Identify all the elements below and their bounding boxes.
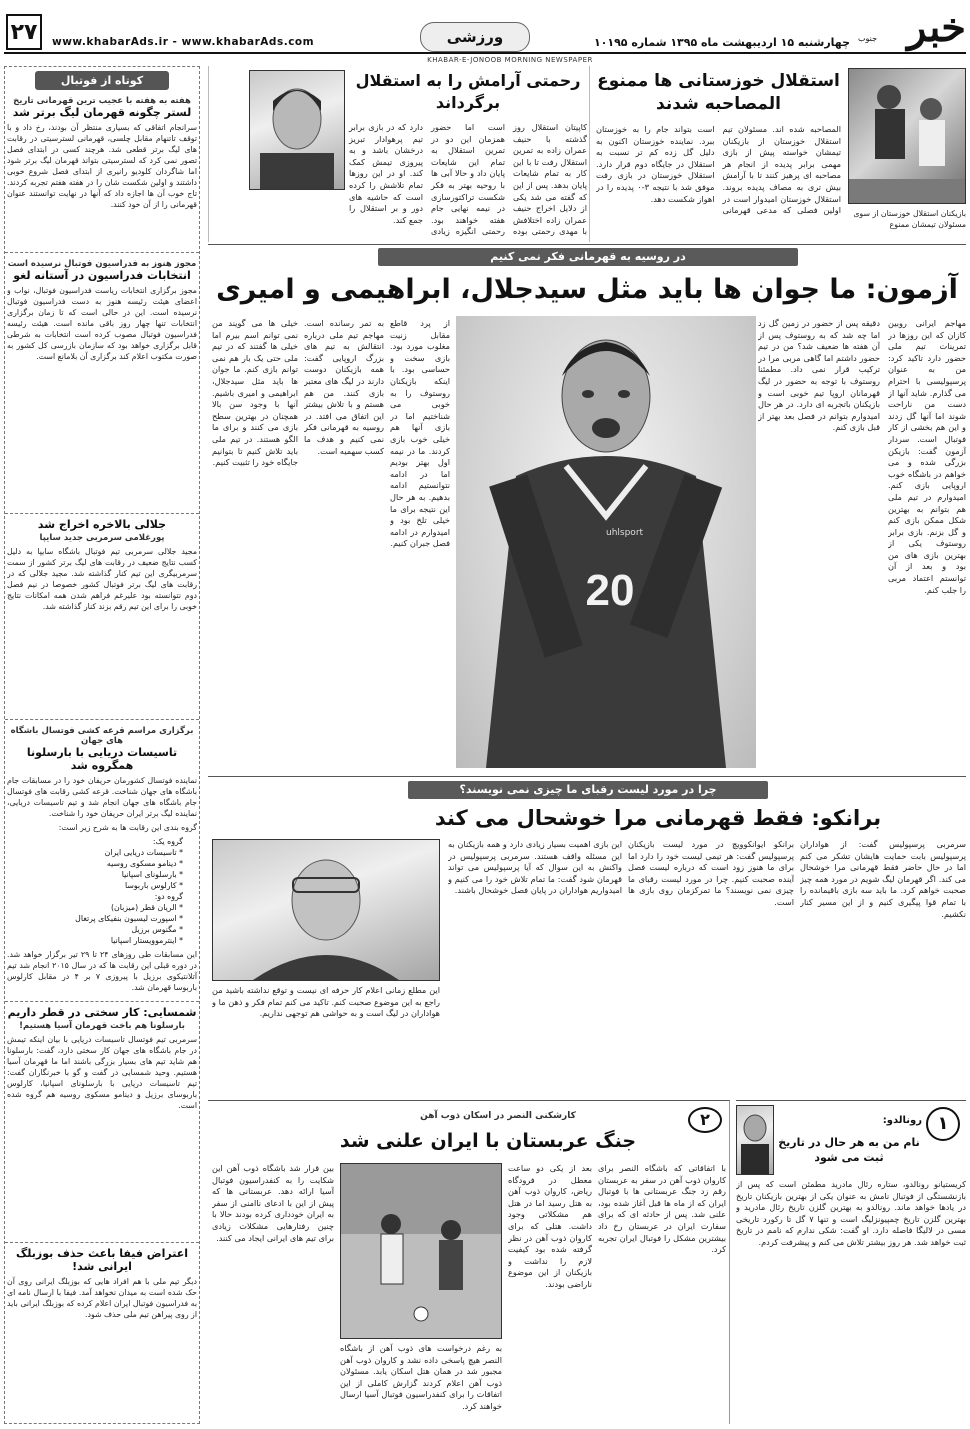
match-photo bbox=[340, 1163, 502, 1339]
ronaldo-kicker: رونالدو: bbox=[882, 1115, 922, 1126]
arab-col-2: بعد از یکی دو ساعت معطل در فرودگاه ریاض، کاروان ذوب آهن به هتل رسید اما در هتل هم مشکلاتی وجود داشت. هتلی که برای کاروان ذوب آهن در نظر گرفته شده بود کیفیت لازم را نداشت و بازیکنان از این موضوع ناراضی بودند. bbox=[508, 1163, 592, 1289]
sidebar-section-jalali bbox=[5, 514, 199, 720]
sidebar-title: انتخابات فدراسیون در آستانه لغو bbox=[13, 269, 191, 282]
sidebar-body: سرمربی تیم فوتسال تاسیسات دریایی با بیان اینکه تیمش در جام باشگاه های جهان کار سختی دارد، گفت: بارسلونا هم شاید تیم های بسیار بزرگی باشند اما ما قهرمان آسیا هستیم. وحید شمسایی در گفت و گو با خبرنگاران گفت: تیم تاسیسات دریایی با بارسلونای اسپانیا، کارلوس باربوسای برزیل و دینامو مسکوی روسیه هم گروه شده است. bbox=[7, 1035, 197, 1110]
main-col-3: از پرد قاطع مقابل زنیت مغلوب مورد بود. بازی سخت و حساسی بود. با اینکه بازیکنان روستوف را به خوبی می شناختیم اما در بازی آنها هم خیلی خوب بازی کردند. ما در نیمه اول بهتر بودیم اما در ادامه نتوانستیم ادامه بدهیم. به هر حال این نتیجه برای ما خیلی تلخ بود و امیدوارم در ادامه فصل جبران کنیم. bbox=[390, 318, 450, 549]
match-players bbox=[341, 1164, 501, 1338]
date-line: چهارشنبه ۱۵ اردیبهشت ماه ۱۳۹۵ شماره ۱۰۱۹۵ bbox=[593, 36, 850, 49]
branko-col-3: این بازی اهمیت بسیار زیادی دارد و همه بازیکنان به این مسئله واقف هستند. سرمربی پرسپولیس در واکنش به این سوال که آیا پرسپولیس می تواند قهرمان شود گفت: ما تمام تلاش خود را می کنیم و امیدواریم هواداران در پایان فصل خوشحال باشند. bbox=[448, 839, 622, 896]
top-mid-body: کاپیتان استقلال روز گذشته با حنیف عمران زاده به تمرین استقلال رفت تا با این کار به تمام شایعات پایان بدهد. پس از این که گفته می شد یکی از دلایل اخراج حنیف عمران زاده اختلافش با مهدی رحمتی بوده است اما حضور همزمان این دو در تمرین استقلال به تمام این شایعات پایان داد و حالا آبی ها با روحیه بهتر به فکر شکست تراکتورسازی در نیمه نهایی جام هفته خواهند بود. رحمتی انگیزه زیادی دارد که در بازی برابر تیم پرهوادار تبریز درخشان باشد و به پیروزی تیمش کمک کند. او در این روزها تمام تلاشش را کرده است که حاشیه های دور و بر استقلال را جمع کند. bbox=[349, 122, 587, 237]
futsal-groups bbox=[7, 836, 197, 946]
azmoun-photo bbox=[456, 316, 756, 768]
sidebar-kicker: برگزاری مراسم قرعه کشی فوتسال باشگاه های جهان bbox=[10, 726, 194, 746]
ronaldo-number bbox=[926, 1107, 960, 1141]
arab-story bbox=[208, 1100, 730, 1424]
sidebar-body: مجوز برگزاری انتخابات ریاست فدراسیون فوتبال، نواب و اعضای هیئت رئیسه هنوز به دست فدراسیون فوتبال نرسیده است. این در حالی است که تا زمان برگزاری انتخابات تنها چهار روز باقی مانده است. هیئت رئیسه فدراسیون فوتبال مصوب کرده است انتخابات به شرطی قابل برگزاری خواهد بود که سازمان بازرسی کل کشور به صورت مکتوب اعلام کند برگزاری آن بلامانع است. bbox=[7, 286, 197, 361]
ronaldo-body: کریستیانو رونالدو، ستاره رئال مادرید مطمئن است که پس از بازنشستگی از فوتبال نامش به عنوان یکی از بهترین بازیکنان تاریخ در یادها خواهد ماند. رونالدو به بهترین گلزن تاریخ رئال مادرید و بهترین گلزن تاریخ چمپیونزلیگ است و تنها ۷ گل تا رکورد تاریخی مسی در لالیگا فاصله دارد. او گفت: شکی ندارم که نامم در تاریخ ثبت خواهد شد. هر روز بیشتر تلاش می کنم و پیشرفت کردم. bbox=[736, 1179, 966, 1247]
sidebar-kicker: بارسلونا هم باخت قهرمان آسیا هستیم! bbox=[19, 1021, 185, 1031]
top-right-body: المصاحبه شده اند. مسئولان تیم استقلال خوزستان از بازیکنان تیمشان خواسته پیش از بازی مهمی برابر پدیده از انجام هر مصاحبه ای پرهیز کنند تا با آرامش بیش تری به مصاف پدیده بروند. استقلال خوزستان امیدوار است در اولین فصلی که مدعی قهرمانی است بتواند جام را به خوزستان ببرد. نماینده خوزستان اکنون به دلیل گل زده کم تر نسبت به استقلال در جایگاه دوم قرار دارد. استقلال خوزستان در بازی رفت موفق شد با نتیجه ۳-۰ پدیده را در اهواز شکست دهد. bbox=[596, 124, 841, 216]
branko-photo bbox=[212, 839, 440, 981]
arab-number-text: ۲ bbox=[700, 1110, 710, 1129]
group-item: گروه دو: bbox=[154, 892, 183, 901]
jersey-brand: uhlsport bbox=[606, 528, 644, 538]
branko-col-2: برانکو ایوانکوویچ در مورد لیست بازیکنان پرسپولیس گفت: هر تیمی لیست خود را دارد اما برای ما هنوز زود است که درباره لیست فصل آینده صحبت کنیم. چرا در مورد لیست رقبای ما چیزی نمی نویسند؟ ما تمرکزمان روی بازی ها است. bbox=[628, 839, 794, 907]
main-col-2: دقیقه پس از حضور در زمین گل زد اما چه شد که به روستوف پس از آن هفته ها ضعیف شد؟ من در تیم حضور داشتم اما گاهی مربی مرا در ترکیب قرار نمی داد. مطمئنا روستوف با توجه به حضور در لیگ قهرمانان اروپا تیم خوبی است و بازیکنان باتجربه ای دارد. در هر حال امیدوارم بتوانم در فصل بعد بهتر از قبل بازی کنم. bbox=[758, 318, 880, 433]
sidebar-section-fifa bbox=[5, 1243, 199, 1328]
branko-caption: این مطلع زمانی اعلام کار حرفه ای نیست و توقع نداشته باشید من راجع به این موضوع صحبت کنم. تاکید می کنم تمام فکر و ذهن ما و هواداران در لیگ است و به حواشی هم توجهی نداریم. bbox=[212, 985, 440, 1019]
ronaldo-story bbox=[736, 1100, 966, 1424]
group-item: * دینامو مسکوی روسیه bbox=[106, 859, 183, 868]
ronaldo-number-text: ۱ bbox=[937, 1113, 949, 1134]
main-title: آزمون: ما جوان ها باید مثل سیدجلال، ابراهیمی و امیری bbox=[216, 274, 958, 305]
azmoun-figure bbox=[456, 316, 756, 768]
sidebar-header bbox=[35, 71, 169, 90]
branko-portrait bbox=[213, 840, 439, 980]
sidebar bbox=[4, 66, 200, 1424]
arab-kicker: کارشکنی النصر در اسکان ذوب آهن bbox=[420, 1111, 576, 1121]
sidebar-section-leicester bbox=[5, 90, 199, 253]
sidebar-section-shamsaei bbox=[5, 1002, 199, 1243]
group-item: * کارلوس باربوسا bbox=[124, 881, 183, 890]
branko-banner bbox=[408, 781, 768, 799]
logo bbox=[856, 4, 966, 54]
group-item: * مگنوس برزیل bbox=[131, 925, 183, 934]
sidebar-body: دیگر تیم ملی با هم افراد هایی که بوزبلگ ایرانی روی آن حک شده است به میدان نخواهد آمد. فیفا با ارسال نامه ای به فدراسیون فوتبال ایران اعلام کرده که بوزبلگ ایرانی باید از روی پیراهن تیم ملی حذف شود. bbox=[7, 1277, 197, 1319]
top-right-title: استقلال خوزستانی ها ممنوع المصاحبه شدند bbox=[597, 71, 840, 114]
logo-text: خبر bbox=[907, 4, 966, 51]
branko-banner-text: چرا در مورد لیست رقبای ما چیزی نمی نویسند؟ bbox=[459, 783, 717, 796]
page-number-box bbox=[6, 14, 42, 50]
website[interactable]: www.khabarAds.ir - www.khabarAds.com bbox=[52, 36, 315, 48]
sidebar-section-election bbox=[5, 253, 199, 514]
masthead bbox=[0, 0, 970, 56]
sidebar-body: مجید جلالی سرمربی تیم فوتبال باشگاه سایپا به دلیل کسب نتایج ضعیف در رقابت های لیگ برتر کشور از سمت سرمربیگری این تیم کنار گذاشته شد. مجید جلالی که در رقابت های لیگ برتر فوتبال کشور خصوصا در نیم فصل دوم نتوانسته بود علیرغم فراهم شدن همه امکانات نتایج خوبی را برای این تیم رقم بزند کنار گذاشته شد. bbox=[7, 547, 197, 611]
arab-col-4: بین قرار شد باشگاه ذوب آهن این شکایت را به کنفدراسیون فوتبال آسیا ارائه دهد. عربستانی ها که پیش از این با ادعای ناامنی از سفر به ایران خودداری کرده بودند حالا با چنین رفتارهایی مشکلات زیادی برای تیم های ایرانی ایجاد می کنند. bbox=[212, 1163, 334, 1243]
ronaldo-title: نام من به هر حال در تاریخ ثبت می شود bbox=[778, 1136, 920, 1164]
jersey-number: 20 bbox=[585, 566, 635, 615]
arab-title: جنگ عربستان با ایران علنی شد bbox=[339, 1130, 637, 1152]
branko-title: برانکو: فقط قهرمانی مرا خوشحال می کند bbox=[434, 806, 882, 830]
group-item: * اینترموویستار اسپانیا bbox=[110, 936, 183, 945]
arab-col-3: به رغم درخواست های ذوب آهن از باشگاه النصر هیچ پاسخی داده نشد و کاروان ذوب آهن مجبور شد در همان هتل اسکان یابد. مسئولان ذوب آهن اعلام کردند گزارش کاملی از این اتفاقات را برای کنفدراسیون فوتبال آسیا ارسال خواهند کرد. bbox=[340, 1343, 502, 1411]
masthead-rule bbox=[4, 52, 966, 54]
sidebar-title: لستر چگونه قهرمان لیگ برتر شد bbox=[12, 106, 192, 119]
english-name: KHABAR-E-JONOOB MORNING NEWSPAPER bbox=[427, 56, 593, 64]
main-col-1: مهاجم ایرانی روبین کازان که این روزها در تمرینات تیم ملی حضور دارد تاکید کرد: من به عنوان پرسپولیسی با احترام می گذارم. شاید آنها از دست من ناراحت شوند اما آنها گل زدند و این هم بخشی از کار فوتبال است. سردار آزمون گفت: بازیکن بزرگی شده و می خواهم در باشگاه خوب اروپایی بازی کنم. امیدوارم در تیم ملی هم بتوانم به بهترین شکل ممکن بازی کنم و گل بزنم. بازی برابر روستوف یکی از بهترین بازی های من بود و بعد از آن توانستم اعتماد مربی را جلب کنم. bbox=[888, 318, 966, 595]
top-divider bbox=[208, 244, 966, 245]
sidebar-list-intro: گروه بندی این رقابت ها به شرح زیر است: bbox=[58, 823, 197, 832]
branko-col-1: سرمربی پرسپولیس گفت: از هواداران پرسپولیس بابت حمایت هایشان تشکر می کنم اما در حال حاضر فقط قهرمانی مرا خوشحال می کند. اگر قهرمان لیگ شویم در مورد همه چیز صحبت خواهم کرد. ما باید سه بازی باقیمانده را با تمام قوا پیگیری کنیم و از این مسیر کنار نکشیم. bbox=[800, 839, 966, 919]
group-item: * اسپورت لیسبون بنفیکای پرتغال bbox=[75, 914, 183, 923]
top-right-story bbox=[596, 66, 966, 242]
khuzestan-players-photo bbox=[848, 68, 966, 204]
sidebar-section-futsal-draw bbox=[5, 720, 199, 1002]
sidebar-title: شمسایی: کار سختی در قطر داریم bbox=[7, 1006, 197, 1019]
branko-story bbox=[208, 776, 966, 1096]
sidebar-title: تاسیسات دریایی با بارسلونا همگروه شد bbox=[26, 746, 178, 772]
section-label: ورزشی bbox=[446, 28, 504, 46]
group-item: * بارسلونای اسپانیا bbox=[121, 870, 183, 879]
main-col-5: خیلی ها می گویند من نمی توانم اسم بیرم اما خیلی ها گفتند که در تیم ملی حتی یک بار هم نمی توانم بازی کنم. ما جوان ها باید مثل سیدجلال، ابراهیمی و امیری باشیم. آنها با وجود سن بالا همچنان در بهترین سطح بازی می کنند و برای ما الگو هستند. در تیم ملی باید تلاش کنیم تا بتوانیم جایگاه خود را تثبیت کنیم. bbox=[212, 318, 298, 468]
arab-number bbox=[688, 1107, 722, 1133]
top-right-caption: بازیکنان استقلال خوزستان از سوی مسئولان تیمشان ممنوع bbox=[853, 209, 966, 229]
main-story bbox=[208, 248, 966, 772]
sidebar-title: جلالی بالاخره اخراج شد bbox=[37, 518, 167, 531]
ronaldo-portrait bbox=[737, 1106, 773, 1174]
arab-col-1: با اتفاقاتی که باشگاه النصر برای کاروان ذوب آهن در سفر به عربستان رقم زد جنگ عربستانی ها با فوتبال ایران که از ماه ها قبل آغاز شده بود، علنی شد. پس از حادثه ای که برای سفارت ایران در عربستان رخ داد بیشترین مشکل را فوتبال ایران تجربه کرد. bbox=[598, 1163, 726, 1255]
sidebar-kicker: هفته به هفته با عجیب ترین قهرمانی تاریخ bbox=[13, 96, 191, 106]
top-mid-story bbox=[208, 66, 590, 242]
sidebar-kicker: پورغلامی سرمربی جدید سایپا bbox=[39, 533, 165, 543]
sidebar-title: اعتراض فیفا باعث حذف بوزبلگ ایرانی شد! bbox=[16, 1247, 188, 1273]
players-silhouette bbox=[849, 69, 965, 203]
group-item: * تاسیسات دریایی ایران bbox=[104, 848, 183, 857]
group-item: * الریان قطر (میزبان) bbox=[110, 903, 183, 912]
top-mid-title: رحمتی آرامش را به استقلال برگرداند bbox=[355, 71, 581, 112]
sidebar-kicker: مجوز هنوز به فدراسیون فوتبال نرسیده است bbox=[7, 259, 197, 269]
main-col-4: به تمر رسانده است. مهاجم تیم ملی درباره انتقالش به تیم های بزرگ اروپایی گفت: همه بازیکنان دوست دارند در لیگ های معتبر بازی کنند. من هم هستم و با تلاش بیشتر این اتفاق می افتد. در روسیه به قهرمانی فکر نمی کنیم و هدف ما کسب سهمیه است. bbox=[304, 318, 384, 456]
sidebar-header-text: کوتاه از فوتبال bbox=[60, 74, 144, 87]
sidebar-body: سرانجام اتفاقی که بسیاری منتظر آن بودند، رخ داد و با توقف تاتنهام مقابل چلسی، قهرمانی لسترسیتی در رقابت های لیگ برتر قطعی شد. هرچند کسی در ابتدای فصل تصور نمی کرد که لسترسیتی بتواند قهرمان لیگ برتر شود اما شاگردان کلودیو رانیری از ابتدای فصل شروع خوبی داشتند و اولین شکست شان را در هفته هفتم تجربه کردند. تاج خوب آن ها اجازه داد که آنها در نهایت توانستند عنوان قهرمانی را از آن خود کنند. bbox=[7, 123, 197, 209]
sidebar-body-2: این مسابقات طی روزهای ۲۴ تا ۲۹ تیر برگزار خواهد شد. در دوره قبلی این رقابت ها که در سال ۲۰۱۵ انجام شد تیم آتلانتیکوی برزیل با پیروزی ۷ بر ۴ در مقابل کارلوس باربوسا قهرمان شد. bbox=[7, 950, 197, 992]
logo-sub: جنوب bbox=[858, 34, 878, 43]
page-number: ۲۷ bbox=[10, 20, 38, 45]
main-banner-text: در روسیه به قهرمانی فکر نمی کنیم bbox=[490, 250, 686, 263]
section-label-box bbox=[420, 22, 530, 52]
sidebar-body: نماینده فوتسال کشورمان حریفان خود را در مسابقات جام باشگاه های جهان شناخت. قرعه کشی رقابت های فوتسال جام باشگاه های جهان انجام شد و تیم تاسیسات دریایی، نماینده لیگ برتر ایران حریفان خود را شناخت. bbox=[7, 776, 197, 818]
ronaldo-photo bbox=[736, 1105, 774, 1175]
main-banner bbox=[378, 248, 798, 266]
group-item: گروه یک: bbox=[152, 837, 183, 846]
